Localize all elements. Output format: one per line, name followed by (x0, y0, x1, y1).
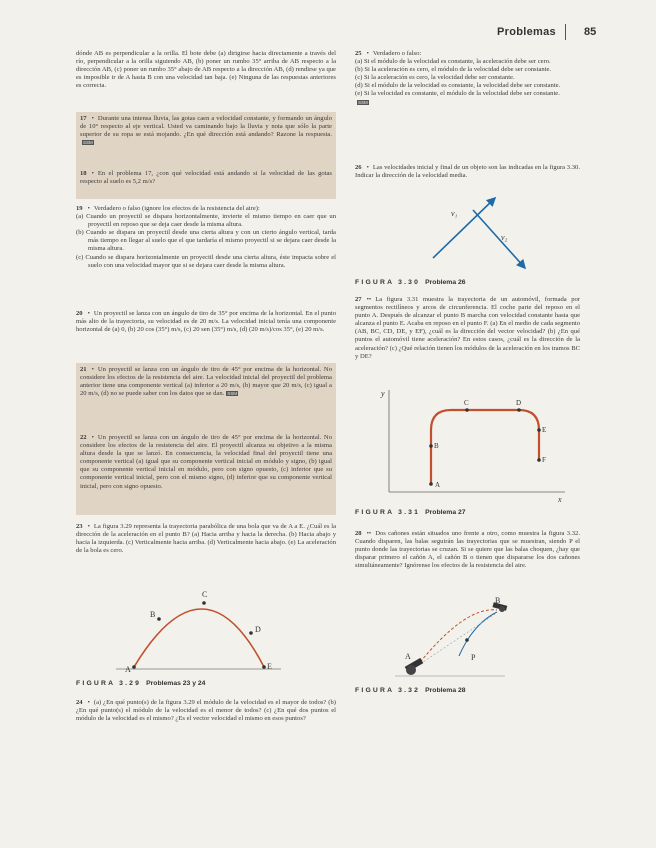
label-b: B (150, 610, 156, 619)
difficulty-dot-icon: • (87, 699, 90, 706)
difficulty-dot-icon: •• (366, 296, 372, 303)
difficulty-dot-icon: • (91, 170, 94, 177)
difficulty-dot-icon: • (87, 523, 90, 530)
car-path-diagram (355, 380, 580, 506)
problem-number: 24 (76, 699, 83, 706)
problem-number: 22 (80, 434, 87, 441)
figure-3-32 (355, 596, 580, 698)
statement-a: (a) Cuando un proyectil se dispara horizontalmente, invierte el mismo tiempo en caer que un proyectil en reposo que se deja caer desde la misma altura. (76, 213, 336, 229)
difficulty-dot-icon: • (87, 310, 90, 317)
problem-text: La figura 3.31 muestra la trayectoria de un automóvil, formada por segmentos rectilíneos y arcos de circunferencia. El coche parte del reposo en el punto A. Después de alcanzar el punto B marcha con velocidad constante hasta que alcanza el punto E. Acaba en reposo en el punto F. (a) En el medio de cada segmento (AB, BC, CD, DE, y EF), ¿cuál es la dirección del vector velocidad? (b) ¿En qué puntos el automóvil tiene aceleración? En estos casos, ¿cuál es la dirección de la aceleración? (c) ¿Qué relación tienen los módulos de la aceleración en los tramos BC y DE? (355, 296, 581, 360)
initial-velocity-arrow (433, 198, 495, 258)
point-e (537, 428, 541, 432)
problem-text: Dos cañones están situados uno frente a otro, como muestra la figura 3.32. Cuando disparen, las balas seguirán las trayectorias que se muestran, siendo P el punto donde las trayectorias se cruzan. Si se quiere que las balas choquen, ¿hay que disparar primero el cañón A, el cañón B o tienen que dispararse los dos cañones simultáneamente? Ignórense los efectos de la resistencia del aire. (355, 530, 580, 570)
problem-18 (76, 167, 336, 199)
difficulty-dot-icon: • (91, 434, 94, 441)
problem-number: 23 (76, 523, 83, 530)
problem-text: La figura 3.29 representa la trayectoria parabólica de una bola que va de A a E. ¿Cuál es la dirección de la aceleración en el punto B? (a) Hacia arriba y hacia la derecha. (b) Hacia abajo y hacia la izquierda. (c) Verticalmente hacia arriba. (d) Verticalmente hacia abajo. (e) La aceleración de la bola es cero. (76, 523, 336, 555)
label-b: B (495, 596, 501, 605)
difficulty-dot-icon: •• (366, 530, 372, 537)
figure-3-30 (355, 184, 580, 290)
point-f (537, 458, 541, 462)
label-e: E (267, 662, 272, 671)
statement-b: (b) Cuando se dispara un proyectil desde una cierta altura y con un cierto ángulo vertical, tarda más tiempo en llegar al suelo que el que tardaría el mismo proyectil si se dejara caer desde la misma altura. (76, 229, 336, 253)
point-c (465, 408, 469, 412)
difficulty-dot-icon: • (91, 115, 94, 122)
label-e: E (542, 426, 547, 434)
page-number: 85 (584, 26, 597, 38)
label-c: C (202, 590, 208, 599)
label-a: A (435, 481, 441, 489)
point-a (429, 482, 433, 486)
problem-number: 27 (355, 296, 362, 303)
velocity-vectors-diagram (355, 184, 580, 276)
problem-lead: Verdadero o falso: (372, 50, 422, 57)
x-axis-label: x (558, 495, 562, 504)
difficulty-dot-icon: • (87, 205, 90, 212)
problem-23 (76, 523, 336, 573)
statement-a: (a) Si el módulo de la velocidad es constante, la aceleración debe ser cero. (355, 58, 551, 66)
label-b: B (434, 442, 439, 450)
problem-24 (76, 699, 336, 739)
label-f: F (542, 456, 546, 464)
problem-number: 20 (76, 310, 83, 317)
figure-3-31 (355, 380, 580, 520)
problem-number: 17 (80, 115, 87, 122)
left-column (76, 50, 336, 739)
difficulty-dot-icon: • (366, 50, 369, 57)
point-b (157, 617, 161, 621)
statement-b: (b) Si la aceleración es cero, el módulo de la velocidad debe ser constante. (355, 66, 552, 74)
point-p (465, 638, 469, 642)
point-a (132, 665, 136, 669)
problem-text: Las velocidades inicial y final de un objeto son las indicadas en la figura 3.30. Indicar la dirección de la velocidad media. (355, 164, 580, 180)
statement-d: (d) Si el módulo de la velocidad es constante, la velocidad debe ser constante. (355, 82, 561, 90)
answer-tag-icon: SSM (83, 140, 93, 146)
y-axis-label: y (381, 389, 385, 398)
car-path (431, 410, 539, 484)
label-a: A (405, 652, 411, 661)
problem-25 (355, 50, 580, 158)
figure-caption: FIGURA 3.31 Problema 27 (355, 509, 466, 517)
problem-number: 18 (80, 170, 87, 177)
problem-27 (355, 296, 580, 380)
cannons-diagram (355, 596, 580, 684)
trajectory-a (417, 610, 497, 666)
point-e (262, 665, 266, 669)
figure-caption: FIGURA 3.29 Problemas 23 y 24 (76, 680, 206, 688)
parabola-diagram (76, 573, 336, 677)
answer-tag-icon: SSM (227, 391, 238, 397)
label-v2: v₂ (501, 233, 508, 242)
header-divider (565, 24, 566, 40)
problem-number: 21 (80, 366, 87, 373)
header-title: Problemas (497, 26, 556, 38)
label-p: P (471, 653, 476, 662)
problem-number: 25 (355, 50, 362, 57)
label-a: A (125, 665, 131, 674)
figure-caption: FIGURA 3.30 Problema 26 (355, 279, 466, 287)
statement-e: (e) Si la velocidad es constante, el módulo de la velocidad debe ser constante. (355, 90, 560, 98)
problem-28 (355, 530, 580, 596)
problem-text: Un proyectil se lanza con un ángulo de tiro de 45° por encima de la horizontal. No considere los efectos de la resistencia del aire. El proyectil alcanza su objetivo a la misma altura desde la que se lanzó. En consecuencia, la velocidad final del proyectil tiene una componente vertical (a) igual que su componente vertical inicial en módulo y signo, (b) igual que su componente vertical inicial en módulo, pero con signo opuesto, (c) inferior que su componente vertical inicial, pero con el mismo signo, (d) inferior que su componente vertical inicial, pero con signo opuesto. (80, 434, 332, 490)
figure-caption: FIGURA 3.32 Problema 28 (355, 687, 466, 695)
problem-16-continuation (76, 50, 336, 108)
problem-21 (76, 363, 336, 431)
problem-text: En el problema 17, ¿con qué velocidad está andando si la velocidad de las gotas respecto al suelo es 5,2 m/s? (80, 170, 332, 186)
problem-26 (355, 164, 580, 184)
final-velocity-arrow (473, 210, 525, 268)
label-d: D (516, 399, 522, 407)
problem-17 (76, 112, 336, 167)
problem-text: Un proyectil se lanza con un ángulo de tiro de 45° por encima de la horizontal. No considere los efectos de la resistencia del aire. La velocidad inicial del proyectil del problema anterior tiene una componente vertical (a) inferior a 20 m/s, (b) mayor que 20 m/s, (c) igual a 20 m/s, (d) no se puede saber con los datos que se dan. (80, 366, 332, 398)
point-d (249, 631, 253, 635)
difficulty-dot-icon: • (366, 164, 369, 171)
problem-number: 26 (355, 164, 362, 171)
statement-c: (c) Si la aceleración es cero, la velocidad debe ser constante. (355, 74, 515, 82)
problem-lead: Verdadero o falso (ignore los efectos de la resistencia del aire): (93, 205, 260, 212)
running-header (0, 26, 656, 46)
problem-22 (76, 431, 336, 515)
problem-text: Durante una intensa lluvia, las gotas caen a velocidad constante, y formando un ángulo de 10° respecto al eje vertical. Usted va caminando bajo la lluvia y nota que sólo la parte superior de su ropa se está mojando. ¿En qué dirección está andando? Razone la respuesta. (80, 115, 332, 139)
right-column (355, 50, 580, 698)
figure-3-29 (76, 573, 336, 691)
problem-20 (76, 310, 336, 359)
difficulty-dot-icon: • (91, 366, 94, 373)
problem-number: 28 (355, 530, 362, 537)
problem-19 (76, 205, 336, 302)
intro-text: dónde AB es perpendicular a la orilla. El bote debe (a) dirigirse hacia directamente a través del río, perpendicular a la orilla siguiendo AB, (b) poner un rumbo 35° arriba de AB respecto a la dirección AB, (c) poner un rumbo 35° abajo de AB respecto a la dirección AB, (d) rendirse ya que es imposible ir de A hasta B con una velocidad tan baja. (e) Ninguna de las respuestas anteriores es correcta. (76, 50, 336, 90)
answer-tag-icon: SSM (358, 99, 368, 105)
point-b (429, 444, 433, 448)
label-c: C (464, 399, 469, 407)
label-d: D (255, 625, 261, 634)
label-v1: v₁ (451, 209, 458, 218)
problem-text: (a) ¿En qué punto(s) de la figura 3.29 el módulo de la velocidad es el mayor de todos? (b) ¿En qué punto(s) el módulo de la velocidad es el menor de todos? (c) ¿En qué dos puntos el módulo de la velocidad es el mismo? ¿Es el vector velocidad el mismo en esos puntos? (76, 699, 336, 723)
problem-text: Un proyectil se lanza con un ángulo de tiro de 35° por encima de la horizontal. En el punto más alto de la trayectoria, su velocidad es de 20 m/s. La velocidad inicial tenía una componente horizontal de (a) 0, (b) 20 cos (35°) m/s, (c) 20 sen (35°) m/s, (d) (20 m/s)/cos 35°, (e) 20 m/s. (76, 310, 336, 334)
statement-c: (c) Cuando se dispara horizontalmente un proyectil desde una cierta altura, éste impacta sobre el suelo con una velocidad mayor que si se dejara caer desde la misma altura. (76, 253, 336, 269)
point-c (202, 601, 206, 605)
point-d (517, 408, 521, 412)
problem-number: 19 (76, 205, 83, 212)
